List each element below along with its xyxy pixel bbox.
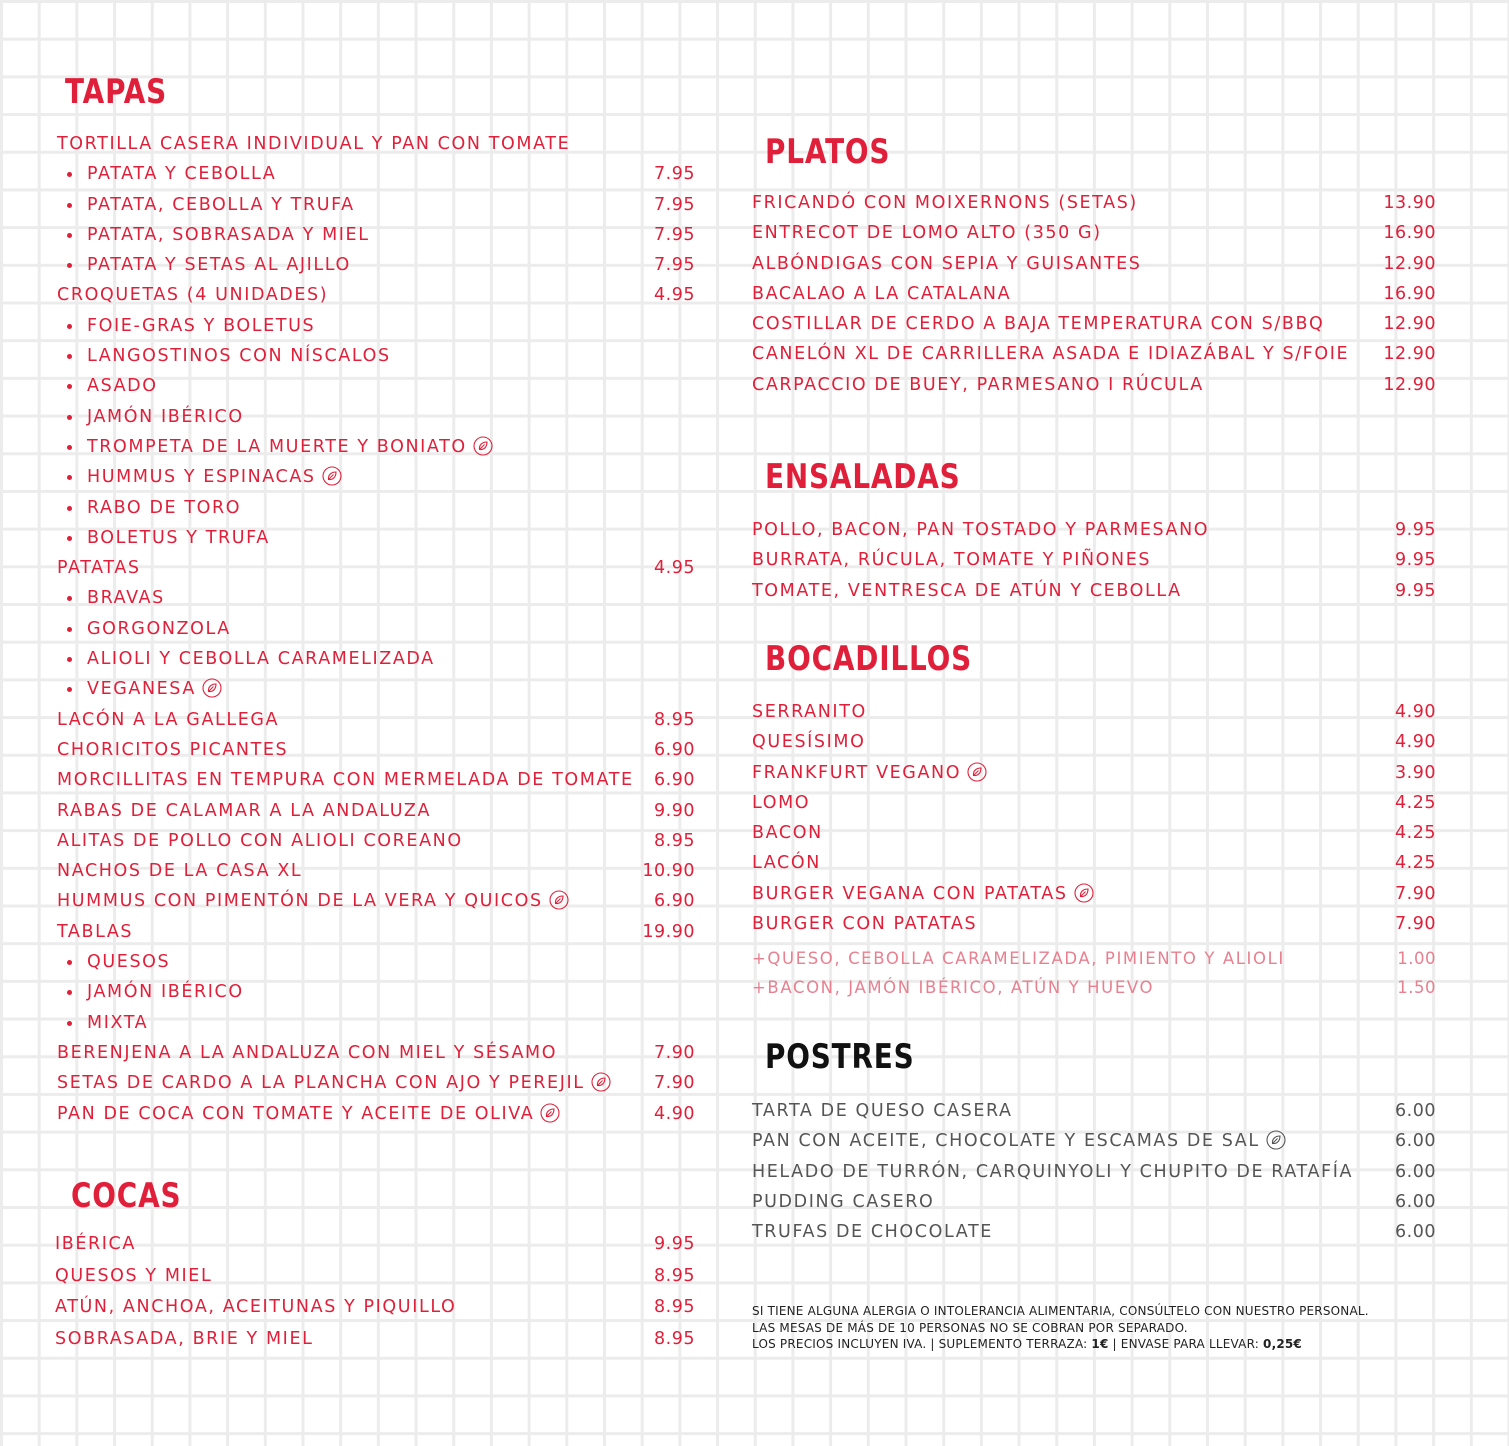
item-name: QUESÍSIMO xyxy=(752,732,866,753)
footer-line-2: LAS MESAS DE MÁS DE 10 PERSONAS NO SE COBRAN POR SEPARADO. xyxy=(752,1320,1188,1335)
section-title-bocadillos: BOCADILLOS xyxy=(765,639,973,679)
item-name: BACON xyxy=(752,823,823,844)
item-name: RABAS DE CALAMAR A LA ANDALUZA xyxy=(57,800,432,821)
item-name: HELADO DE TURRÓN, CARQUINYOLI Y CHUPITO DE RATAFÍA xyxy=(752,1161,1354,1182)
section-title-tapas: TAPAS xyxy=(65,72,168,112)
vegan-leaf-icon xyxy=(967,762,987,782)
item-price: 12.90 xyxy=(1383,253,1436,274)
platos-list xyxy=(752,188,1436,400)
menu-sub-item xyxy=(57,402,695,432)
item-name: ALBÓNDIGAS CON SEPIA Y GUISANTES xyxy=(752,253,1142,274)
item-name: BRAVAS xyxy=(87,588,165,609)
item-name: ASADO xyxy=(87,376,158,397)
menu-item xyxy=(752,370,1436,400)
item-price: 8.95 xyxy=(654,709,695,730)
menu-item xyxy=(752,879,1436,909)
item-name: CARPACCIO DE BUEY, PARMESANO I RÚCULA xyxy=(752,374,1204,395)
item-name: TOMATE, VENTRESCA DE ATÚN Y CEBOLLA xyxy=(752,580,1182,601)
footer-line-3: LOS PRECIOS INCLUYEN IVA. | SUPLEMENTO TERRAZA: 1€ | ENVASE PARA LLEVAR: 0,25€ xyxy=(752,1337,1302,1351)
item-name: GORGONZOLA xyxy=(87,618,231,639)
vegan-leaf-icon xyxy=(322,466,342,486)
item-price: 6.00 xyxy=(1395,1161,1436,1182)
item-name: ALITAS DE POLLO CON ALIOLI COREANO xyxy=(57,830,463,851)
menu-sub-item xyxy=(57,371,695,401)
menu-item xyxy=(55,1261,695,1293)
menu-item xyxy=(55,1324,695,1356)
menu-sub-item xyxy=(57,432,695,462)
menu-item xyxy=(752,848,1436,878)
item-name: ENTRECOT DE LOMO ALTO (350 G) xyxy=(752,223,1102,244)
item-name: PATATA, CEBOLLA Y TRUFA xyxy=(87,194,355,215)
item-name: CROQUETAS (4 UNIDADES) xyxy=(57,285,329,306)
menu-item xyxy=(57,886,695,916)
cocas-list xyxy=(55,1229,695,1355)
menu-sub-item xyxy=(57,493,695,523)
item-price: 10.90 xyxy=(642,861,695,882)
item-name: TROMPETA DE LA MUERTE Y BONIATO xyxy=(87,432,493,462)
item-price: 7.90 xyxy=(1395,883,1436,904)
menu-extra-item xyxy=(752,944,1436,973)
menu-item xyxy=(57,1068,695,1098)
item-price: 16.90 xyxy=(1383,223,1436,244)
menu-sub-item xyxy=(57,462,695,492)
item-name: +BACON, JAMÓN IBÉRICO, ATÚN Y HUEVO xyxy=(752,978,1155,997)
menu-item xyxy=(57,129,695,159)
item-name: +QUESO, CEBOLLA CARAMELIZADA, PIMIENTO Y ALIOLI xyxy=(752,949,1285,968)
item-name: SERRANITO xyxy=(752,702,867,722)
item-price: 9.95 xyxy=(1395,580,1436,601)
menu-sub-item xyxy=(57,220,695,250)
item-price: 6.90 xyxy=(654,770,695,791)
item-price: 19.90 xyxy=(642,921,695,942)
item-name: LACÓN A LA GALLEGA xyxy=(57,709,280,730)
item-price: 6.90 xyxy=(654,891,695,912)
item-price: 9.95 xyxy=(1395,550,1436,571)
item-name: TARTA DE QUESO CASERA xyxy=(752,1101,1013,1121)
item-name: BOLETUS Y TRUFA xyxy=(87,527,270,548)
menu-item xyxy=(752,758,1436,788)
item-name: LANGOSTINOS CON NÍSCALOS xyxy=(87,346,391,367)
menu-item xyxy=(752,249,1436,279)
item-name: PATATA, SOBRASADA Y MIEL xyxy=(87,224,370,245)
item-name: FRANKFURT VEGANO xyxy=(752,758,987,788)
item-name: PATATA Y SETAS AL AJILLO xyxy=(87,255,351,276)
postres-list xyxy=(752,1096,1436,1247)
section-title-postres: POSTRES xyxy=(765,1037,915,1077)
item-name: PATATA Y CEBOLLA xyxy=(87,164,277,185)
item-name: MORCILLITAS EN TEMPURA CON MERMELADA DE TOMATE xyxy=(57,770,634,791)
menu-item xyxy=(57,796,695,826)
menu-item xyxy=(752,218,1436,248)
item-name: JAMÓN IBÉRICO xyxy=(87,406,244,427)
menu-item xyxy=(752,1157,1436,1187)
item-name: MIXTA xyxy=(87,1012,149,1033)
menu-sub-item xyxy=(57,1008,695,1038)
item-price: 6.00 xyxy=(1395,1131,1436,1152)
item-price: 6.00 xyxy=(1395,1101,1436,1121)
menu-item xyxy=(752,818,1436,848)
item-price: 4.95 xyxy=(654,285,695,306)
item-price: 4.90 xyxy=(1395,732,1436,753)
takeaway-fee: 0,25€ xyxy=(1263,1337,1302,1351)
item-price: 9.95 xyxy=(654,1234,695,1254)
menu-sub-item xyxy=(57,614,695,644)
menu-item xyxy=(57,765,695,795)
item-price: 12.90 xyxy=(1383,344,1436,365)
menu-sub-item xyxy=(57,674,695,704)
menu-item xyxy=(752,727,1436,757)
allergy-footer-note xyxy=(752,1303,1369,1353)
item-name: BACALAO A LA CATALANA xyxy=(752,283,1012,304)
item-name: CHORICITOS PICANTES xyxy=(57,739,289,760)
item-name: TRUFAS DE CHOCOLATE xyxy=(752,1222,993,1243)
item-name: QUESOS xyxy=(87,952,171,973)
item-name: LOMO xyxy=(752,792,811,813)
menu-sub-item xyxy=(57,947,695,977)
menu-sub-item xyxy=(57,644,695,674)
item-price: 4.95 xyxy=(654,558,695,579)
tapas-list xyxy=(57,129,695,1129)
item-name: BERENJENA A LA ANDALUZA CON MIEL Y SÉSAMO xyxy=(57,1042,558,1063)
menu-item xyxy=(57,280,695,310)
item-name: NACHOS DE LA CASA XL xyxy=(57,861,303,882)
menu-item xyxy=(752,788,1436,818)
menu-item xyxy=(57,553,695,583)
item-price: 4.25 xyxy=(1395,853,1436,874)
item-name: ALIOLI Y CEBOLLA CARAMELIZADA xyxy=(87,649,435,670)
item-price: 4.90 xyxy=(654,1103,695,1124)
menu-item xyxy=(55,1292,695,1324)
item-name: ATÚN, ANCHOA, ACEITUNAS Y PIQUILLO xyxy=(55,1297,457,1317)
menu-sub-item xyxy=(57,250,695,280)
menu-item xyxy=(57,1038,695,1068)
item-name: BURGER VEGANA CON PATATAS xyxy=(752,879,1094,909)
item-name: SETAS DE CARDO A LA PLANCHA CON AJO Y PEREJIL xyxy=(57,1068,611,1098)
menu-sub-item xyxy=(57,190,695,220)
item-price: 13.90 xyxy=(1383,193,1436,213)
item-price: 4.25 xyxy=(1395,792,1436,813)
item-name: TABLAS xyxy=(57,921,134,942)
item-price: 8.95 xyxy=(654,1297,695,1317)
item-price: 7.90 xyxy=(654,1042,695,1063)
item-price: 7.90 xyxy=(654,1073,695,1094)
item-name: HUMMUS Y ESPINACAS xyxy=(87,462,342,492)
menu-item xyxy=(57,705,695,735)
item-price: 7.95 xyxy=(654,164,695,185)
item-price: 3.90 xyxy=(1395,762,1436,783)
item-name: COSTILLAR DE CERDO A BAJA TEMPERATURA CON S/BBQ xyxy=(752,314,1325,335)
menu-item xyxy=(752,339,1436,369)
menu-item xyxy=(752,188,1436,218)
item-name: POLLO, BACON, PAN TOSTADO Y PARMESANO xyxy=(752,520,1210,540)
menu-sub-item xyxy=(57,583,695,613)
menu-item xyxy=(752,1096,1436,1126)
item-price: 7.90 xyxy=(1395,914,1436,935)
item-name: PAN CON ACEITE, CHOCOLATE Y ESCAMAS DE SAL xyxy=(752,1126,1286,1156)
item-price: 1.50 xyxy=(1397,978,1436,997)
item-name: BURGER CON PATATAS xyxy=(752,914,978,935)
item-name: QUESOS Y MIEL xyxy=(55,1265,213,1286)
item-name: SOBRASADA, BRIE Y MIEL xyxy=(55,1328,314,1349)
item-name: PUDDING CASERO xyxy=(752,1191,935,1212)
menu-item xyxy=(57,1099,695,1129)
menu-item xyxy=(752,1126,1436,1156)
item-name: LACÓN xyxy=(752,853,821,874)
section-title-platos: PLATOS xyxy=(765,132,891,172)
section-title-ensaladas: ENSALADAS xyxy=(765,457,961,497)
item-price: 8.95 xyxy=(654,1328,695,1349)
item-name: TORTILLA CASERA INDIVIDUAL Y PAN CON TOMATE xyxy=(57,134,571,154)
item-name: RABO DE TORO xyxy=(87,497,242,518)
item-price: 4.90 xyxy=(1395,702,1436,722)
vegan-leaf-icon xyxy=(1266,1130,1286,1150)
item-price: 8.95 xyxy=(654,1265,695,1286)
item-name: IBÉRICA xyxy=(55,1234,136,1254)
bocadillos-list xyxy=(752,697,1436,939)
item-price: 1.00 xyxy=(1397,949,1436,968)
item-price: 7.95 xyxy=(654,255,695,276)
menu-sub-item xyxy=(57,341,695,371)
item-price: 12.90 xyxy=(1383,374,1436,395)
section-title-cocas: COCAS xyxy=(71,1176,182,1216)
item-name: FRICANDÓ CON MOIXERNONS (SETAS) xyxy=(752,193,1138,213)
footer-line-1: SI TIENE ALGUNA ALERGIA O INTOLERANCIA ALIMENTARIA, CONSÚLTELO CON NUESTRO PERSONAL. xyxy=(752,1304,1369,1318)
item-name: VEGANESA xyxy=(87,674,222,704)
menu-item xyxy=(57,735,695,765)
item-price: 16.90 xyxy=(1383,283,1436,304)
item-price: 6.00 xyxy=(1395,1222,1436,1243)
item-price: 9.95 xyxy=(1395,520,1436,540)
item-price: 6.90 xyxy=(654,739,695,760)
menu-item xyxy=(752,576,1436,606)
menu-item xyxy=(752,545,1436,575)
menu-sub-item xyxy=(57,977,695,1007)
bocadillos-extras-list xyxy=(752,944,1436,1002)
item-price: 7.95 xyxy=(654,194,695,215)
item-price: 7.95 xyxy=(654,224,695,245)
menu-item xyxy=(752,1217,1436,1247)
menu-item xyxy=(752,309,1436,339)
terrace-fee: 1€ xyxy=(1091,1337,1109,1351)
vegan-leaf-icon xyxy=(540,1103,560,1123)
item-name: CANELÓN XL DE CARRILLERA ASADA E IDIAZÁBAL Y S/FOIE xyxy=(752,344,1350,365)
ensaladas-list xyxy=(752,515,1436,606)
vegan-leaf-icon xyxy=(1074,883,1094,903)
menu-sub-item xyxy=(57,159,695,189)
item-name: JAMÓN IBÉRICO xyxy=(87,982,244,1003)
item-price: 6.00 xyxy=(1395,1191,1436,1212)
menu-item xyxy=(752,1187,1436,1217)
item-name: HUMMUS CON PIMENTÓN DE LA VERA Y QUICOS xyxy=(57,886,569,916)
menu-item xyxy=(57,826,695,856)
menu-item xyxy=(752,909,1436,939)
vegan-leaf-icon xyxy=(591,1072,611,1092)
vegan-leaf-icon xyxy=(549,890,569,910)
menu-item xyxy=(57,917,695,947)
item-name: BURRATA, RÚCULA, TOMATE Y PIÑONES xyxy=(752,550,1152,571)
menu-sub-item xyxy=(57,523,695,553)
item-price: 4.25 xyxy=(1395,823,1436,844)
item-name: PAN DE COCA CON TOMATE Y ACEITE DE OLIVA xyxy=(57,1099,560,1129)
menu-extra-item xyxy=(752,973,1436,1002)
menu-item xyxy=(752,279,1436,309)
item-price: 8.95 xyxy=(654,830,695,851)
vegan-leaf-icon xyxy=(202,678,222,698)
menu-item xyxy=(57,856,695,886)
item-price: 9.90 xyxy=(654,800,695,821)
vegan-leaf-icon xyxy=(473,436,493,456)
menu-item xyxy=(752,515,1436,545)
menu-item xyxy=(752,697,1436,727)
menu-sub-item xyxy=(57,311,695,341)
item-price: 12.90 xyxy=(1383,314,1436,335)
item-name: PATATAS xyxy=(57,558,141,579)
menu-item xyxy=(55,1229,695,1261)
item-name: FOIE-GRAS Y BOLETUS xyxy=(87,315,316,336)
